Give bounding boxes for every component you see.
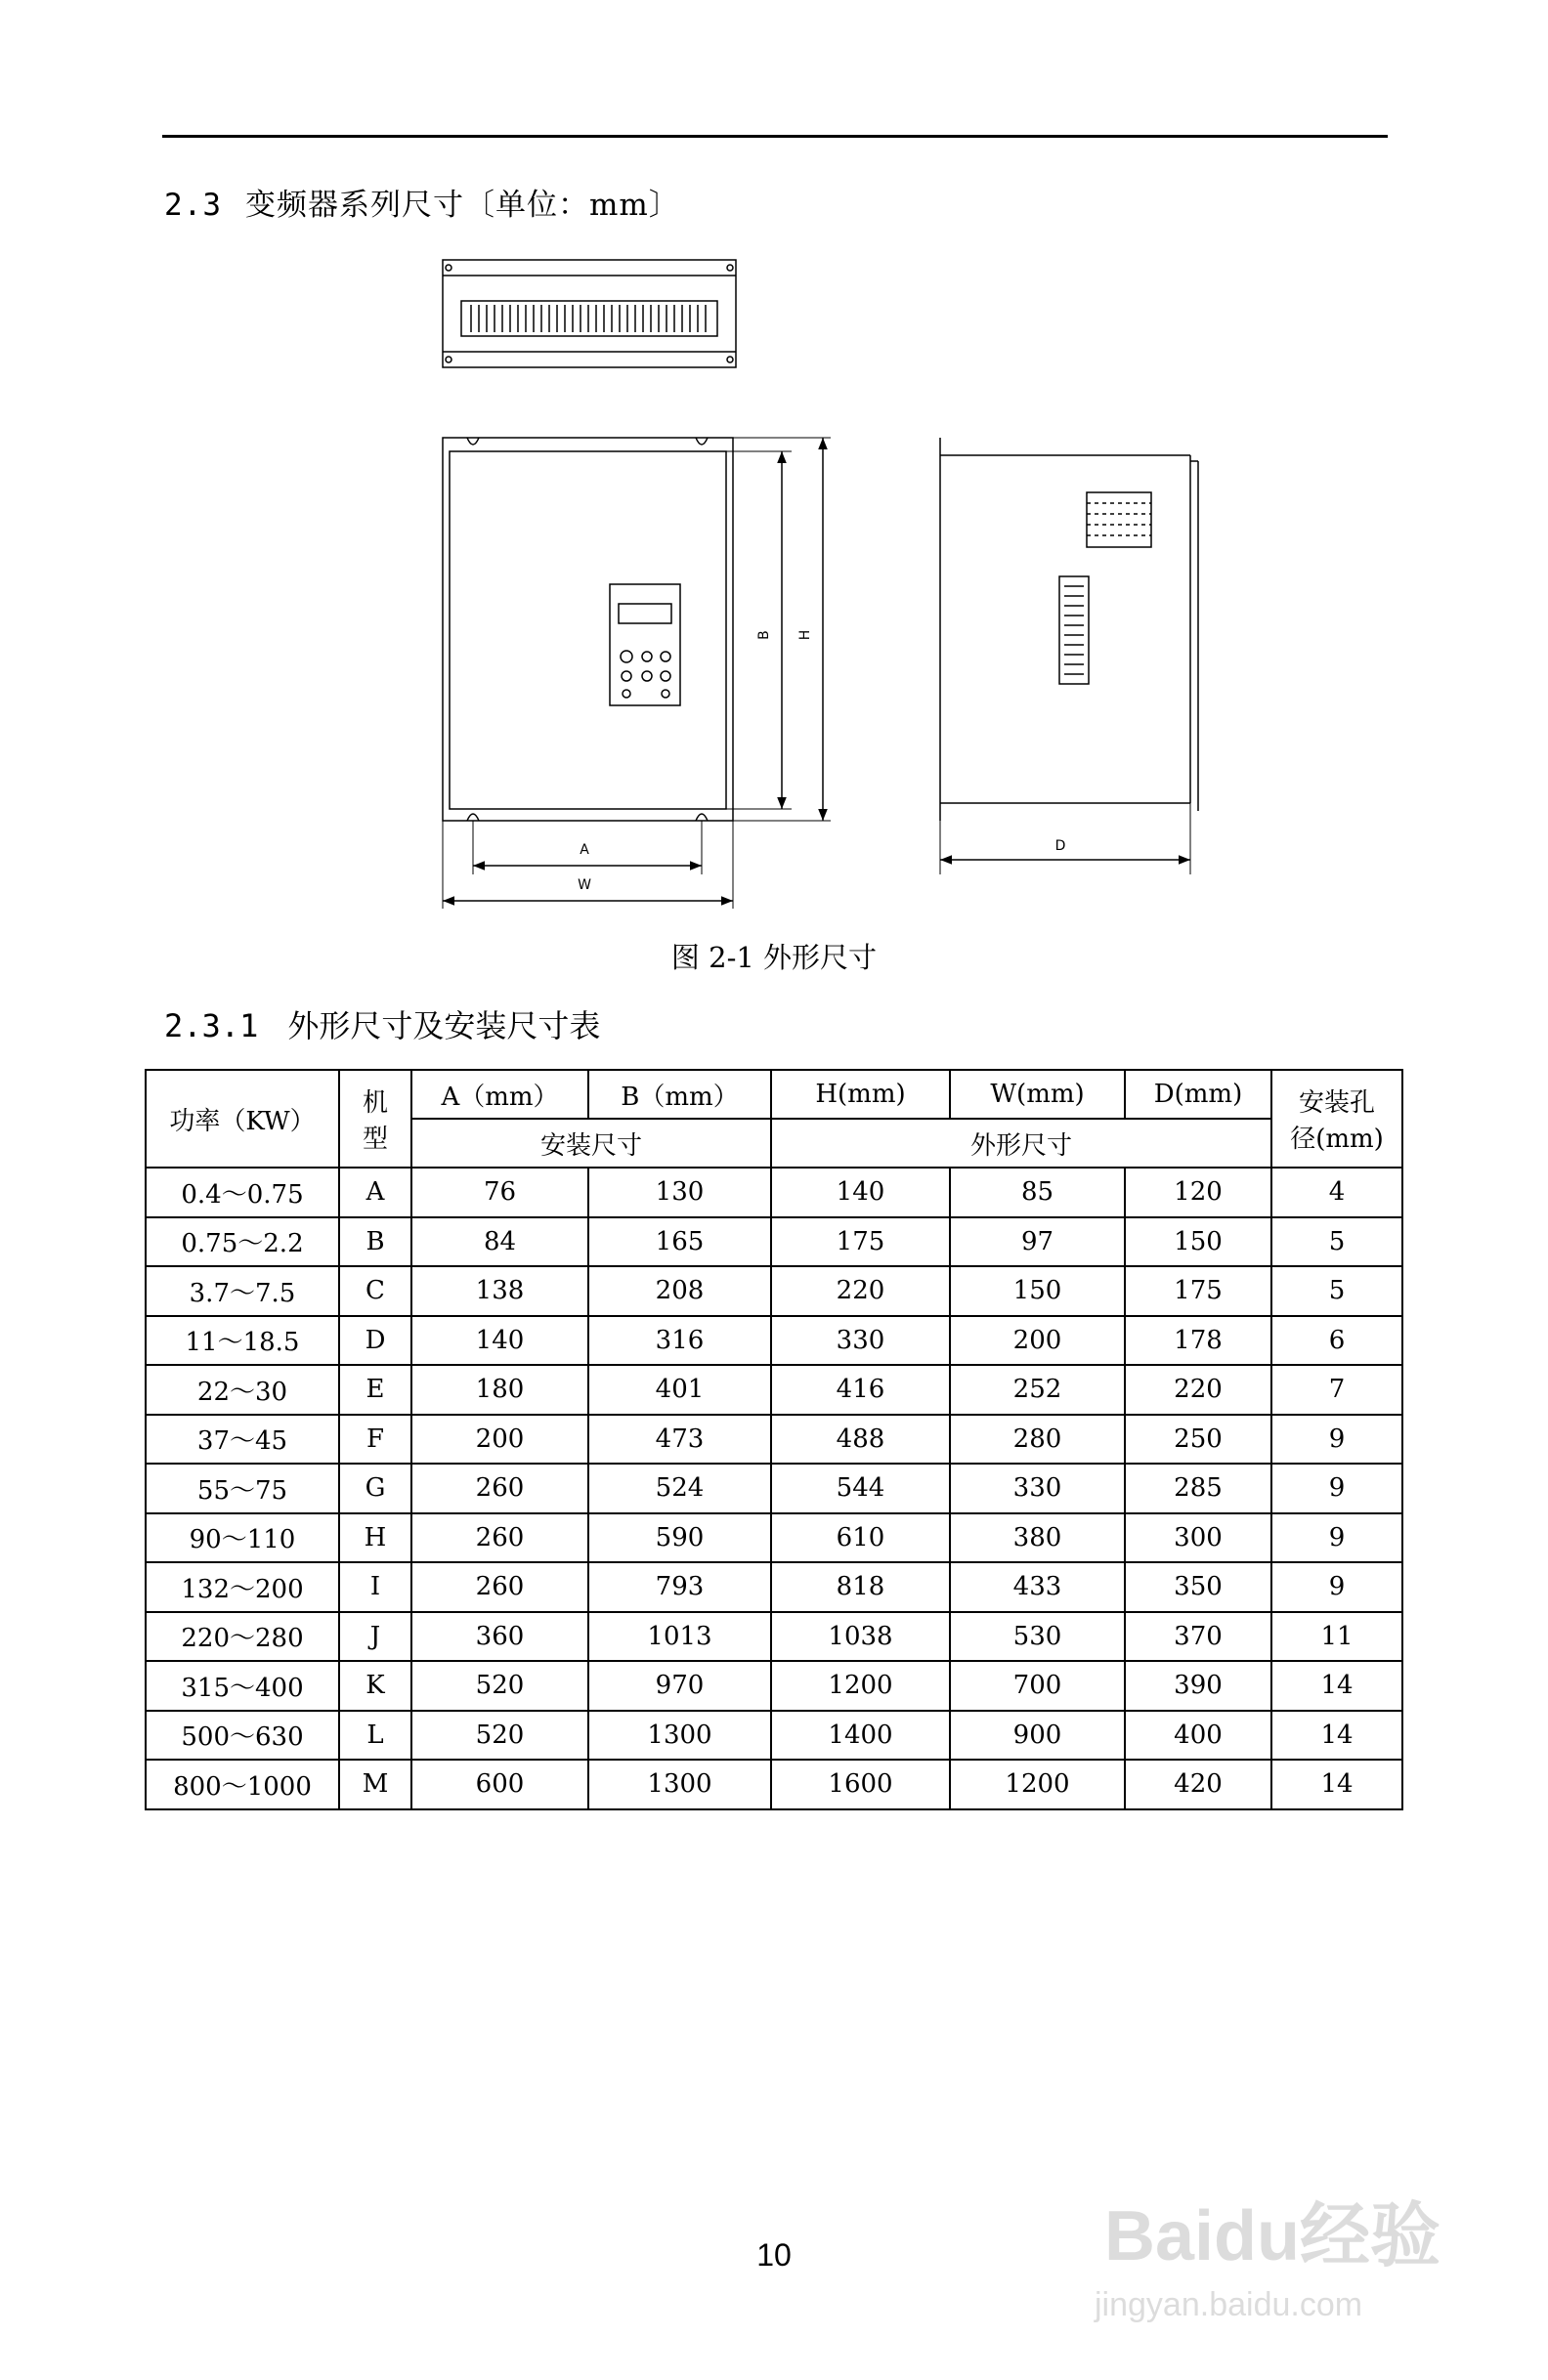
table-row bbox=[146, 1464, 1402, 1513]
cell-d: 420 bbox=[1125, 1760, 1271, 1809]
cell-b: 208 bbox=[588, 1266, 771, 1316]
cell-w: 380 bbox=[950, 1513, 1125, 1563]
cell-h: 175 bbox=[771, 1217, 950, 1267]
cell-b: 590 bbox=[588, 1513, 771, 1563]
cell-a: 84 bbox=[411, 1217, 588, 1267]
cell-h: 1400 bbox=[771, 1711, 950, 1761]
cell-model: E bbox=[339, 1365, 411, 1415]
cell-power: 220～280 bbox=[146, 1612, 339, 1662]
subsection-number: 2.3.1 bbox=[164, 1007, 259, 1044]
cell-model: C bbox=[339, 1266, 411, 1316]
cell-d: 390 bbox=[1125, 1661, 1271, 1711]
cell-hole: 7 bbox=[1271, 1365, 1402, 1415]
cell-power: 55～75 bbox=[146, 1464, 339, 1513]
cell-hole: 4 bbox=[1271, 1168, 1402, 1217]
cell-model: I bbox=[339, 1562, 411, 1612]
cell-model: D bbox=[339, 1316, 411, 1366]
cell-h: 1200 bbox=[771, 1661, 950, 1711]
subsection-heading bbox=[164, 1001, 600, 1046]
cell-model: L bbox=[339, 1711, 411, 1761]
cell-a: 138 bbox=[411, 1266, 588, 1316]
cell-model: H bbox=[339, 1513, 411, 1563]
cell-w: 252 bbox=[950, 1365, 1125, 1415]
cell-w: 900 bbox=[950, 1711, 1125, 1761]
cell-b: 401 bbox=[588, 1365, 771, 1415]
cell-d: 400 bbox=[1125, 1711, 1271, 1761]
cell-a: 260 bbox=[411, 1513, 588, 1563]
cell-w: 1200 bbox=[950, 1760, 1125, 1809]
cell-h: 818 bbox=[771, 1562, 950, 1612]
side-view bbox=[940, 438, 1198, 821]
cell-d: 150 bbox=[1125, 1217, 1271, 1267]
dim-label-h: H bbox=[797, 629, 813, 641]
cell-b: 130 bbox=[588, 1168, 771, 1217]
cell-w: 330 bbox=[950, 1464, 1125, 1513]
cell-model: B bbox=[339, 1217, 411, 1267]
cell-h: 610 bbox=[771, 1513, 950, 1563]
table-row bbox=[146, 1711, 1402, 1761]
cell-model: G bbox=[339, 1464, 411, 1513]
cell-power: 11～18.5 bbox=[146, 1316, 339, 1366]
cell-a: 600 bbox=[411, 1760, 588, 1809]
cell-h: 330 bbox=[771, 1316, 950, 1366]
table-row bbox=[146, 1365, 1402, 1415]
cell-h: 1038 bbox=[771, 1612, 950, 1662]
section-title: 变频器系列尺寸〔单位：mm〕 bbox=[245, 188, 680, 223]
cell-power: 90～110 bbox=[146, 1513, 339, 1563]
cell-d: 178 bbox=[1125, 1316, 1271, 1366]
section-number: 2.3 bbox=[164, 188, 222, 223]
cell-h: 488 bbox=[771, 1415, 950, 1465]
cell-h: 416 bbox=[771, 1365, 950, 1415]
cell-d: 300 bbox=[1125, 1513, 1271, 1563]
table-row bbox=[146, 1661, 1402, 1711]
subsection-title: 外形尺寸及安装尺寸表 bbox=[287, 1007, 601, 1044]
table-row bbox=[146, 1415, 1402, 1465]
cell-a: 260 bbox=[411, 1562, 588, 1612]
header-h: H(mm) bbox=[771, 1070, 950, 1119]
cell-h: 220 bbox=[771, 1266, 950, 1316]
cell-b: 1300 bbox=[588, 1711, 771, 1761]
cell-hole: 11 bbox=[1271, 1612, 1402, 1662]
cell-d: 285 bbox=[1125, 1464, 1271, 1513]
cell-b: 316 bbox=[588, 1316, 771, 1366]
cell-w: 530 bbox=[950, 1612, 1125, 1662]
dim-label-d: D bbox=[1054, 838, 1066, 854]
cell-h: 544 bbox=[771, 1464, 950, 1513]
header-model: 机 型 bbox=[339, 1070, 411, 1168]
cell-model: K bbox=[339, 1661, 411, 1711]
cell-d: 175 bbox=[1125, 1266, 1271, 1316]
cell-b: 1013 bbox=[588, 1612, 771, 1662]
table-row bbox=[146, 1513, 1402, 1563]
watermark-logo: Baidu经验 bbox=[1104, 2197, 1441, 2275]
cell-hole: 5 bbox=[1271, 1217, 1402, 1267]
header-outline-group: 外形尺寸 bbox=[771, 1119, 1271, 1168]
cell-w: 700 bbox=[950, 1661, 1125, 1711]
cell-a: 520 bbox=[411, 1711, 588, 1761]
dim-label-w: W bbox=[578, 877, 591, 893]
cell-a: 140 bbox=[411, 1316, 588, 1366]
table-row bbox=[146, 1266, 1402, 1316]
cell-a: 360 bbox=[411, 1612, 588, 1662]
cell-power: 22～30 bbox=[146, 1365, 339, 1415]
front-view bbox=[443, 438, 733, 821]
cell-b: 1300 bbox=[588, 1760, 771, 1809]
cell-hole: 5 bbox=[1271, 1266, 1402, 1316]
cell-model: M bbox=[339, 1760, 411, 1809]
cell-d: 250 bbox=[1125, 1415, 1271, 1465]
cell-model: J bbox=[339, 1612, 411, 1662]
table-row bbox=[146, 1612, 1402, 1662]
cell-hole: 9 bbox=[1271, 1415, 1402, 1465]
cell-b: 524 bbox=[588, 1464, 771, 1513]
watermark-site: jingyan.baidu.com bbox=[1095, 2286, 1363, 2323]
top-view bbox=[443, 260, 736, 367]
cell-b: 970 bbox=[588, 1661, 771, 1711]
header-install-group: 安装尺寸 bbox=[411, 1119, 771, 1168]
cell-hole: 6 bbox=[1271, 1316, 1402, 1366]
table-row bbox=[146, 1760, 1402, 1809]
cell-hole: 9 bbox=[1271, 1562, 1402, 1612]
cell-w: 433 bbox=[950, 1562, 1125, 1612]
cell-b: 165 bbox=[588, 1217, 771, 1267]
cell-w: 280 bbox=[950, 1415, 1125, 1465]
cell-b: 473 bbox=[588, 1415, 771, 1465]
watermark bbox=[1095, 2140, 1466, 2345]
table-header-row-1 bbox=[146, 1070, 1402, 1119]
cell-power: 315～400 bbox=[146, 1661, 339, 1711]
cell-h: 1600 bbox=[771, 1760, 950, 1809]
cell-power: 0.4～0.75 bbox=[146, 1168, 339, 1217]
cell-model: A bbox=[339, 1168, 411, 1217]
table-row bbox=[146, 1168, 1402, 1217]
cell-a: 76 bbox=[411, 1168, 588, 1217]
dim-label-b: B bbox=[756, 630, 772, 640]
cell-power: 500～630 bbox=[146, 1711, 339, 1761]
cell-a: 180 bbox=[411, 1365, 588, 1415]
cell-power: 0.75～2.2 bbox=[146, 1217, 339, 1267]
table-row bbox=[146, 1217, 1402, 1267]
cell-w: 97 bbox=[950, 1217, 1125, 1267]
header-w: W(mm) bbox=[950, 1070, 1125, 1119]
dimension-table bbox=[145, 1069, 1403, 1810]
page-number: 10 bbox=[756, 2237, 792, 2273]
cell-hole: 9 bbox=[1271, 1464, 1402, 1513]
cell-hole: 14 bbox=[1271, 1661, 1402, 1711]
table-row bbox=[146, 1316, 1402, 1366]
cell-power: 800～1000 bbox=[146, 1760, 339, 1809]
cell-a: 200 bbox=[411, 1415, 588, 1465]
cell-h: 140 bbox=[771, 1168, 950, 1217]
outline-dimension-drawing bbox=[0, 0, 1548, 938]
cell-d: 370 bbox=[1125, 1612, 1271, 1662]
cell-hole: 14 bbox=[1271, 1760, 1402, 1809]
cell-power: 37～45 bbox=[146, 1415, 339, 1465]
dim-label-a: A bbox=[580, 842, 589, 858]
cell-w: 85 bbox=[950, 1168, 1125, 1217]
header-power: 功率（KW） bbox=[146, 1070, 339, 1168]
cell-a: 260 bbox=[411, 1464, 588, 1513]
header-a: A（mm） bbox=[411, 1070, 588, 1119]
cell-hole: 14 bbox=[1271, 1711, 1402, 1761]
cell-d: 220 bbox=[1125, 1365, 1271, 1415]
cell-hole: 9 bbox=[1271, 1513, 1402, 1563]
header-hole: 安装孔 径(mm) bbox=[1271, 1070, 1402, 1168]
cell-power: 132～200 bbox=[146, 1562, 339, 1612]
cell-d: 120 bbox=[1125, 1168, 1271, 1217]
figure-caption: 图 2-1 外形尺寸 bbox=[670, 941, 878, 974]
header-b: B（mm） bbox=[588, 1070, 771, 1119]
cell-b: 793 bbox=[588, 1562, 771, 1612]
table-body bbox=[146, 1168, 1402, 1809]
cell-w: 150 bbox=[950, 1266, 1125, 1316]
header-d: D(mm) bbox=[1125, 1070, 1271, 1119]
cell-d: 350 bbox=[1125, 1562, 1271, 1612]
cell-a: 520 bbox=[411, 1661, 588, 1711]
cell-w: 200 bbox=[950, 1316, 1125, 1366]
cell-model: F bbox=[339, 1415, 411, 1465]
table-row bbox=[146, 1562, 1402, 1612]
cell-power: 3.7～7.5 bbox=[146, 1266, 339, 1316]
